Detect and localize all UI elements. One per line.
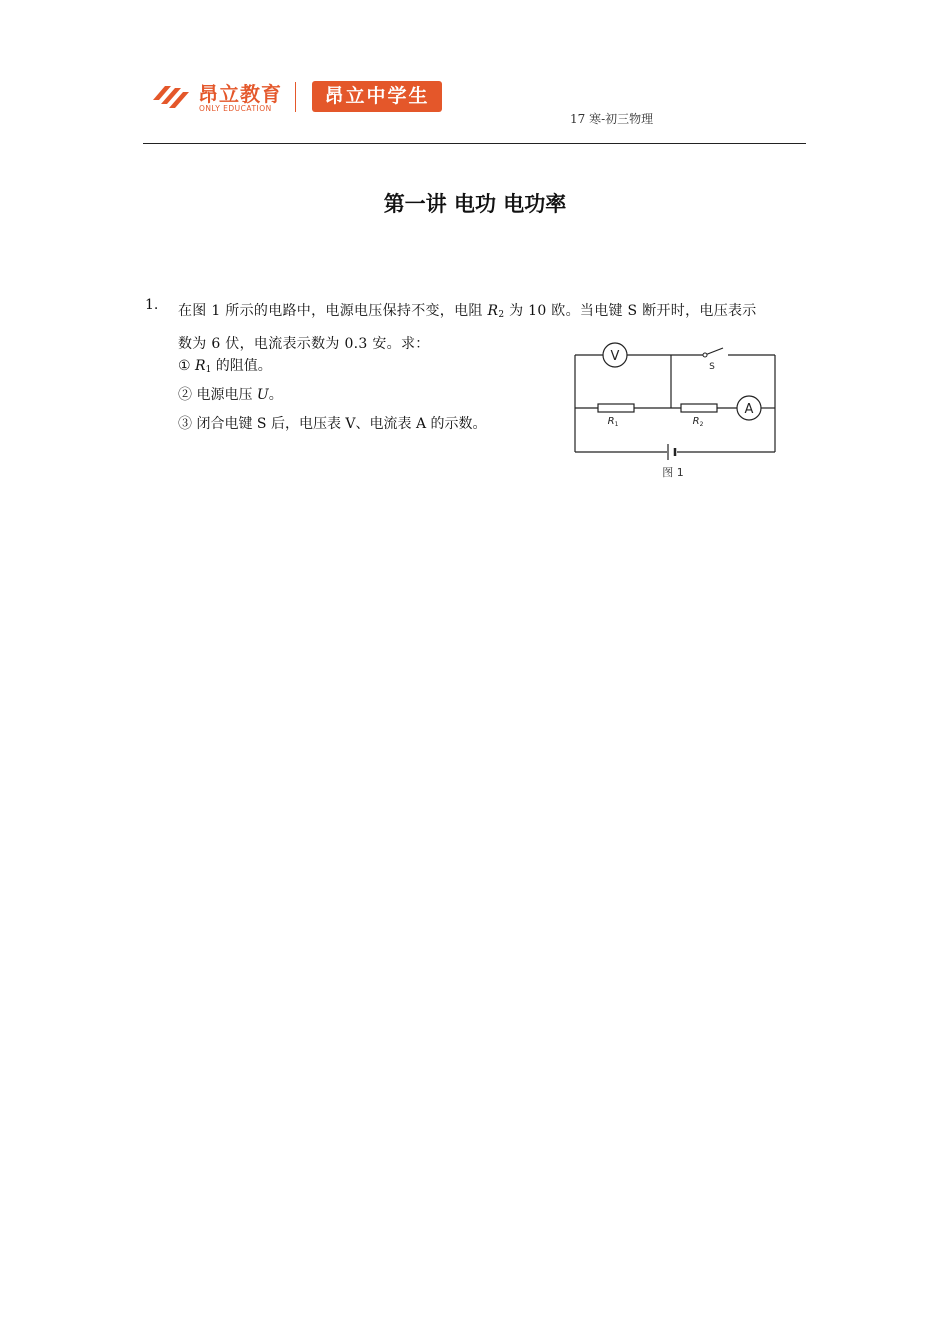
question-text-part: 在图 1 所示的电路中，电源电压保持不变，电阻 — [178, 303, 488, 319]
battery-icon — [668, 444, 675, 460]
circuit-diagram — [565, 340, 785, 485]
r2-subscript: 2 — [498, 310, 505, 320]
sub-question-3: ③ 闭合电键 S 后，电压表 V、电流表 A 的示数。 — [178, 416, 487, 432]
r1-subscript: 1 — [205, 365, 212, 375]
sub-question-1 — [178, 355, 272, 375]
r1-symbol: R — [195, 358, 206, 374]
question-line-1 — [178, 297, 808, 330]
u-symbol: U — [256, 387, 269, 403]
brand-divider — [295, 82, 296, 112]
lecture-title: 第一讲 电功 电功率 — [383, 192, 567, 216]
switch-icon — [703, 353, 707, 357]
resistor-r1-icon — [598, 404, 634, 412]
voltmeter-label: V — [610, 349, 620, 364]
figure-caption: 图 1 — [662, 466, 684, 479]
question-number: 1. — [145, 297, 159, 313]
brand-name: 昂立教育 — [198, 82, 282, 106]
r2-label: $R_2$ — [692, 416, 704, 428]
page-header — [0, 0, 950, 150]
brand-english-name: ONLY EDUCATION — [199, 104, 272, 113]
course-label: 17 寒-初三物理 — [570, 112, 654, 126]
sub-question-suffix: 。 — [268, 387, 283, 403]
sub-question-prefix: ② 电源电压 — [178, 387, 257, 403]
r2-symbol: R — [487, 303, 499, 319]
sub-question-prefix: ① — [178, 358, 196, 374]
brand-logo-icon — [151, 80, 191, 112]
ammeter-label: A — [744, 402, 754, 417]
question-text-part: 为 10 欧。当电键 S 断开时，电压表示 — [504, 303, 757, 319]
header-rule — [143, 143, 806, 144]
switch-label: S — [709, 362, 715, 372]
resistor-r2-icon — [681, 404, 717, 412]
sub-question-suffix: 的阻值。 — [211, 358, 272, 374]
brand-badge: 昂立中学生 — [312, 81, 442, 112]
sub-question-2 — [178, 384, 283, 404]
r1-label: $R_1$ — [607, 416, 619, 428]
question-line-2: 数为 6 伏，电流表示数为 0.3 安。求： — [178, 336, 430, 352]
